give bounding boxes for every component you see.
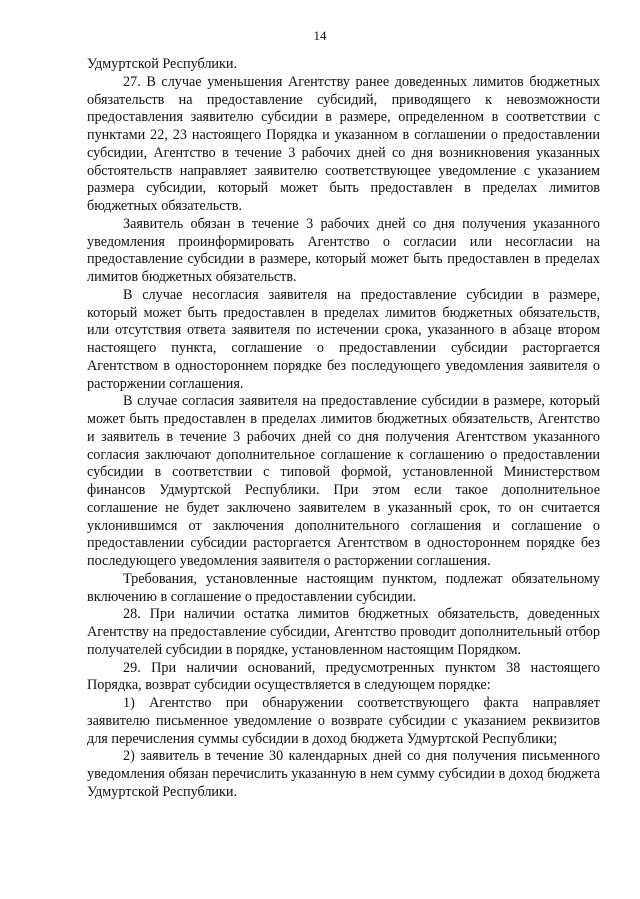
document-body (87, 56, 600, 802)
paragraph-requirements: Требования, установленные настоящим пунктом, подлежат обязательному включению в соглашение о предоставлении субсидии. (87, 570, 600, 605)
paragraph-subitem-2: 2) заявитель в течение 30 календарных дней со дня получения письменного уведомления обязан перечислить указанную в нем сумму субсидии в доход бюджета Удмуртской Республики. (87, 748, 600, 800)
paragraph-item-28: 28. При наличии остатка лимитов бюджетных обязательств, доведенных Агентству на предоставление субсидии, Агентство проводит дополнительный отбор получателей субсидии в порядке, установленном настоящим Порядком. (87, 606, 600, 658)
paragraph-disagreement: В случае несогласия заявителя на предоставление субсидии в размере, который может быть предоставлен в пределах лимитов бюджетных обязательств, или отсутствия ответа заявителя по истечении срока, указанного в абзаце втором настоящего пункта, соглашение о предоставлении субсидии расторгается Агентством в одностороннем порядке без последующего уведомления заявителя о расторжении соглашения. (87, 286, 600, 392)
paragraph-applicant-obligation: Заявитель обязан в течение 3 рабочих дней со дня получения указанного уведомления проинформировать Агентство о согласии или несогласии на предоставление субсидии в размере, который может быть предоставлен в пределах лимитов бюджетных обязательств. (87, 215, 600, 285)
page-number: 14 (313, 28, 327, 43)
paragraph-subitem-1: 1) Агентство при обнаружении соответствующего факта направляет заявителю письменное уведомление о возврате субсидии с указанием реквизитов для перечисления суммы субсидии в доход бюджета Удмуртской Республики; (87, 695, 600, 747)
paragraph-continuation: Удмуртской Республики. (87, 56, 238, 72)
paragraph-item-29: 29. При наличии оснований, предусмотренных пунктом 38 настоящего Порядка, возврат субсидии осуществляется в следующем порядке: (87, 659, 600, 694)
paragraph-agreement: В случае согласия заявителя на предоставление субсидии в размере, который может быть предоставлен в пределах лимитов бюджетных обязательств, Агентство и заявитель в течение 3 рабочих дней со дня получения Агентством указанного согласия заключают дополнительное соглашение к соглашению о предоставлении субсидии в соответствии с типовой формой, установленной Министерством финансов Удмуртской Республики. При этом если такое дополнительное соглашение не будет заключено заявителем в указанный срок, то он считается уклонившимся от заключения дополнительного соглашения и соглашение о предоставлении субсидии расторгается Агентством в одностороннем порядке без последующего уведомления заявителя о расторжении соглашения. (87, 393, 600, 569)
paragraph-item-27: 27. В случае уменьшения Агентству ранее доведенных лимитов бюджетных обязательств на предоставление субсидий, приводящего к невозможности предоставления заявителю субсидии в размере, определенном в соответствии с пунктами 22, 23 настоящего Порядка и указанном в соглашении о предоставлении субсидии, Агентство в течение 3 рабочих дней со дня возникновения указанных обстоятельств направляет заявителю соответствующее уведомление с указанием размера субсидии, который может быть предоставлен в пределах лимитов бюджетных обязательств. (87, 73, 600, 214)
